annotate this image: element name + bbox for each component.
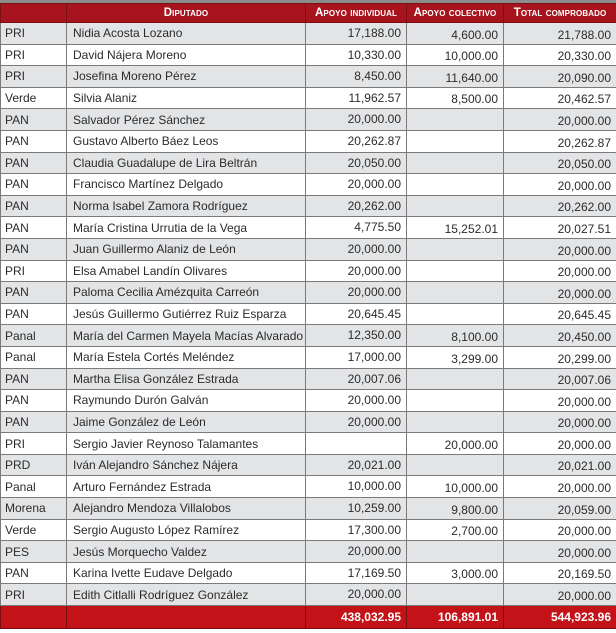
table-row — [1, 476, 616, 498]
cell-party: PAN — [1, 238, 67, 260]
cell-apoyo-colectivo — [407, 238, 504, 260]
cell-apoyo-colectivo: 8,100.00 — [407, 325, 504, 347]
cell-apoyo-colectivo — [407, 282, 504, 304]
cell-total: 20,000.00 — [504, 519, 616, 541]
cell-apoyo-colectivo — [407, 368, 504, 390]
cell-apoyo-colectivo — [407, 411, 504, 433]
cell-party: Panal — [1, 346, 67, 368]
cell-apoyo-colectivo: 3,299.00 — [407, 346, 504, 368]
cell-apoyo-colectivo: 20,000.00 — [407, 433, 504, 455]
cell-party: Panal — [1, 325, 67, 347]
cell-name: María Cristina Urrutia de la Vega — [67, 217, 306, 239]
cell-party: Panal — [1, 476, 67, 498]
cell-apoyo-colectivo: 9,800.00 — [407, 498, 504, 520]
cell-apoyo-individual: 12,350.00 — [306, 325, 407, 347]
cell-apoyo-individual: 20,000.00 — [306, 584, 407, 606]
cell-total: 20,450.00 — [504, 325, 616, 347]
cell-apoyo-individual: 20,050.00 — [306, 152, 407, 174]
cell-party: PRI — [1, 260, 67, 282]
table-body — [1, 23, 616, 606]
table-row — [1, 346, 616, 368]
cell-total: 20,007.06 — [504, 368, 616, 390]
cell-party: PRI — [1, 66, 67, 88]
cell-total: 20,299.00 — [504, 346, 616, 368]
cell-apoyo-individual: 17,300.00 — [306, 519, 407, 541]
cell-apoyo-individual: 17,169.50 — [306, 562, 407, 584]
table-row — [1, 368, 616, 390]
table-row — [1, 66, 616, 88]
cell-name: Juan Guillermo Alaniz de León — [67, 238, 306, 260]
cell-apoyo-individual: 20,000.00 — [306, 260, 407, 282]
table-row — [1, 454, 616, 476]
cell-apoyo-individual: 20,000.00 — [306, 238, 407, 260]
cell-total: 20,000.00 — [504, 109, 616, 131]
cell-total: 20,262.87 — [504, 130, 616, 152]
cell-party: PRI — [1, 44, 67, 66]
cell-name: Elsa Amabel Landín Olivares — [67, 260, 306, 282]
cell-total: 20,000.00 — [504, 433, 616, 455]
cell-apoyo-individual: 20,007.06 — [306, 368, 407, 390]
cell-apoyo-individual: 4,775.50 — [306, 217, 407, 239]
cell-apoyo-individual: 10,330.00 — [306, 44, 407, 66]
header-apoyo-individual: Apoyo individual — [306, 4, 407, 23]
cell-name: Jaime González de León — [67, 411, 306, 433]
cell-apoyo-colectivo — [407, 152, 504, 174]
cell-name: Karina Ivette Eudave Delgado — [67, 562, 306, 584]
cell-apoyo-colectivo: 8,500.00 — [407, 87, 504, 109]
table-row — [1, 325, 616, 347]
cell-apoyo-individual: 20,021.00 — [306, 454, 407, 476]
cell-apoyo-individual: 20,000.00 — [306, 411, 407, 433]
cell-name: Salvador Pérez Sánchez — [67, 109, 306, 131]
cell-apoyo-colectivo — [407, 584, 504, 606]
cell-total: 20,000.00 — [504, 260, 616, 282]
cell-apoyo-individual — [306, 433, 407, 455]
cell-party: PRI — [1, 23, 67, 45]
cell-party: Morena — [1, 498, 67, 520]
cell-total: 20,645.45 — [504, 303, 616, 325]
table-row — [1, 411, 616, 433]
cell-party: PRI — [1, 433, 67, 455]
cell-apoyo-individual: 20,262.87 — [306, 130, 407, 152]
cell-party: PRD — [1, 454, 67, 476]
cell-name: Francisco Martínez Delgado — [67, 174, 306, 196]
cell-apoyo-colectivo — [407, 130, 504, 152]
cell-total: 21,788.00 — [504, 23, 616, 45]
cell-name: Raymundo Durón Galván — [67, 390, 306, 412]
totals-total: 544,923.96 — [504, 606, 616, 629]
cell-party: PAN — [1, 130, 67, 152]
cell-name: Paloma Cecilia Amézquita Carreón — [67, 282, 306, 304]
cell-total: 20,021.00 — [504, 454, 616, 476]
cell-party: PAN — [1, 562, 67, 584]
cell-name: Norma Isabel Zamora Rodríguez — [67, 195, 306, 217]
cell-apoyo-colectivo: 3,000.00 — [407, 562, 504, 584]
cell-party: PRI — [1, 584, 67, 606]
cell-name: Iván Alejandro Sánchez Nájera — [67, 454, 306, 476]
cell-total: 20,027.51 — [504, 217, 616, 239]
cell-name: Claudia Guadalupe de Lira Beltrán — [67, 152, 306, 174]
table-row — [1, 87, 616, 109]
table-row — [1, 109, 616, 131]
table-row — [1, 260, 616, 282]
table-row — [1, 23, 616, 45]
cell-total: 20,000.00 — [504, 282, 616, 304]
table-row — [1, 238, 616, 260]
totals-row — [1, 606, 616, 629]
table-row — [1, 282, 616, 304]
cell-name: Jesús Morquecho Valdez — [67, 541, 306, 563]
cell-name: Sergio Javier Reynoso Talamantes — [67, 433, 306, 455]
cell-apoyo-individual: 20,000.00 — [306, 282, 407, 304]
table-row — [1, 44, 616, 66]
totals-name — [67, 606, 306, 629]
totals-colectivo: 106,891.01 — [407, 606, 504, 629]
cell-apoyo-colectivo: 10,000.00 — [407, 476, 504, 498]
cell-total: 20,090.00 — [504, 66, 616, 88]
table-row — [1, 584, 616, 606]
cell-party: PAN — [1, 195, 67, 217]
cell-party: PAN — [1, 174, 67, 196]
table-row — [1, 195, 616, 217]
cell-total: 20,330.00 — [504, 44, 616, 66]
cell-apoyo-individual: 11,962.57 — [306, 87, 407, 109]
cell-name: Gustavo Alberto Báez Leos — [67, 130, 306, 152]
cell-name: Alejandro Mendoza Villalobos — [67, 498, 306, 520]
cell-party: Verde — [1, 519, 67, 541]
cell-party: PAN — [1, 217, 67, 239]
cell-name: Martha Elisa González Estrada — [67, 368, 306, 390]
cell-party: PAN — [1, 109, 67, 131]
cell-apoyo-individual: 17,000.00 — [306, 346, 407, 368]
cell-apoyo-individual: 20,000.00 — [306, 390, 407, 412]
cell-name: David Nájera Moreno — [67, 44, 306, 66]
deputies-support-table — [0, 3, 616, 629]
cell-apoyo-individual: 10,000.00 — [306, 476, 407, 498]
table-row — [1, 390, 616, 412]
cell-name: Edith Citlalli Rodríguez González — [67, 584, 306, 606]
cell-name: Sergio Augusto López Ramírez — [67, 519, 306, 541]
table-row — [1, 562, 616, 584]
cell-total: 20,000.00 — [504, 541, 616, 563]
cell-total: 20,050.00 — [504, 152, 616, 174]
cell-apoyo-individual: 20,645.45 — [306, 303, 407, 325]
cell-total: 20,169.50 — [504, 562, 616, 584]
cell-apoyo-colectivo — [407, 109, 504, 131]
table-row — [1, 174, 616, 196]
cell-apoyo-colectivo — [407, 260, 504, 282]
header-party — [1, 4, 67, 23]
cell-apoyo-colectivo — [407, 174, 504, 196]
cell-name: María Estela Cortés Meléndez — [67, 346, 306, 368]
cell-apoyo-colectivo — [407, 195, 504, 217]
cell-name: Arturo Fernández Estrada — [67, 476, 306, 498]
cell-party: PAN — [1, 411, 67, 433]
header-row — [1, 4, 616, 23]
totals-individual: 438,032.95 — [306, 606, 407, 629]
table-row — [1, 152, 616, 174]
cell-name: Josefina Moreno Pérez — [67, 66, 306, 88]
cell-apoyo-colectivo — [407, 303, 504, 325]
cell-party: PES — [1, 541, 67, 563]
cell-apoyo-individual: 20,000.00 — [306, 174, 407, 196]
cell-party: PAN — [1, 282, 67, 304]
cell-party: PAN — [1, 152, 67, 174]
cell-party: PAN — [1, 368, 67, 390]
totals-party — [1, 606, 67, 629]
cell-total: 20,000.00 — [504, 476, 616, 498]
cell-apoyo-individual: 20,000.00 — [306, 541, 407, 563]
cell-apoyo-colectivo: 11,640.00 — [407, 66, 504, 88]
cell-apoyo-individual: 20,000.00 — [306, 109, 407, 131]
table-row — [1, 519, 616, 541]
table-row — [1, 498, 616, 520]
cell-apoyo-colectivo — [407, 541, 504, 563]
table-row — [1, 433, 616, 455]
cell-apoyo-colectivo: 10,000.00 — [407, 44, 504, 66]
cell-apoyo-colectivo: 15,252.01 — [407, 217, 504, 239]
cell-apoyo-individual: 17,188.00 — [306, 23, 407, 45]
cell-name: María del Carmen Mayela Macías Alvarado — [67, 325, 306, 347]
cell-total: 20,462.57 — [504, 87, 616, 109]
cell-total: 20,059.00 — [504, 498, 616, 520]
cell-party: PAN — [1, 303, 67, 325]
cell-total: 20,000.00 — [504, 584, 616, 606]
cell-total: 20,262.00 — [504, 195, 616, 217]
cell-name: Nidia Acosta Lozano — [67, 23, 306, 45]
header-total-comprobado: Total comprobado — [504, 4, 616, 23]
cell-apoyo-individual: 8,450.00 — [306, 66, 407, 88]
table-row — [1, 303, 616, 325]
cell-name: Silvia Alaniz — [67, 87, 306, 109]
cell-total: 20,000.00 — [504, 390, 616, 412]
cell-party: PAN — [1, 390, 67, 412]
cell-apoyo-colectivo: 2,700.00 — [407, 519, 504, 541]
cell-apoyo-colectivo — [407, 390, 504, 412]
cell-name: Jesús Guillermo Gutiérrez Ruiz Esparza — [67, 303, 306, 325]
cell-apoyo-individual: 10,259.00 — [306, 498, 407, 520]
table-row — [1, 130, 616, 152]
cell-apoyo-individual: 20,262.00 — [306, 195, 407, 217]
header-diputado: Diputado — [67, 4, 306, 23]
cell-total: 20,000.00 — [504, 411, 616, 433]
table-row — [1, 217, 616, 239]
header-apoyo-colectivo: Apoyo colectivo — [407, 4, 504, 23]
cell-apoyo-colectivo — [407, 454, 504, 476]
cell-apoyo-colectivo: 4,600.00 — [407, 23, 504, 45]
table-row — [1, 541, 616, 563]
cell-total: 20,000.00 — [504, 238, 616, 260]
cell-party: Verde — [1, 87, 67, 109]
cell-total: 20,000.00 — [504, 174, 616, 196]
